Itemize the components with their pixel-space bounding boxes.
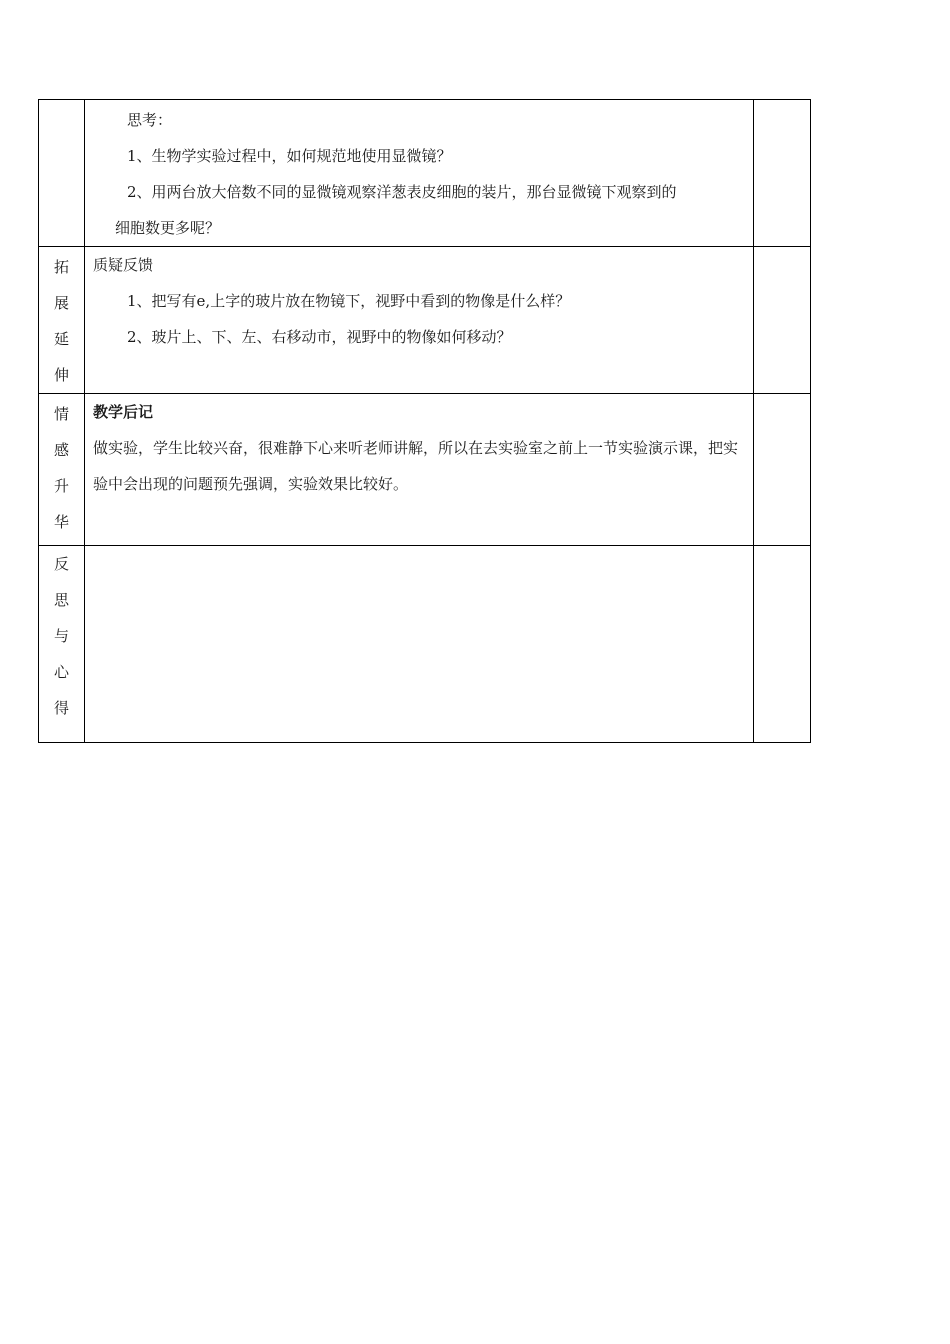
feedback-item-2: 2、玻片上、下、左、右移动市，视野中的物像如何移动？ <box>127 328 512 346</box>
notes-cell <box>754 100 811 247</box>
thinking-heading: 思考： <box>127 111 173 129</box>
side-char: 展 <box>53 294 69 312</box>
side-char: 心 <box>53 663 69 681</box>
thinking-item-2: 2、用两台放大倍数不同的显微镜观察洋葱表皮细胞的装片，那台显微镜下观察到的 <box>127 183 677 201</box>
lesson-plan-sheet <box>38 99 810 743</box>
side-char: 与 <box>53 627 69 645</box>
side-char: 情 <box>53 405 69 423</box>
side-char: 反 <box>53 555 69 573</box>
content-cell-extension <box>85 247 754 394</box>
teaching-notes-heading: 教学后记 <box>93 403 154 421</box>
side-char: 伸 <box>53 366 69 384</box>
teaching-notes-paragraph: 做实验，学生比较兴奋，很难静下心来听老师讲解，所以在去实验室之前上一节实验演示课，把实验中会出现的问题预先强调，实验效果比较好。 <box>93 439 739 493</box>
side-label-extension <box>39 247 85 394</box>
side-char: 华 <box>53 513 69 531</box>
table-row-reflection <box>39 546 811 743</box>
content-cell-thinking <box>85 100 754 247</box>
thinking-item-1: 1、生物学实验过程中，如何规范地使用显微镜？ <box>127 147 452 165</box>
side-char: 拓 <box>53 258 69 276</box>
content-cell-sublimation <box>85 394 754 546</box>
side-char: 思 <box>53 591 69 609</box>
feedback-heading: 质疑反馈 <box>93 256 154 274</box>
table-row-sublimation <box>39 394 811 546</box>
thinking-item-2-continued: 细胞数更多呢？ <box>115 219 221 237</box>
side-label-cell <box>39 100 85 247</box>
side-char: 感 <box>53 441 69 459</box>
notes-cell <box>754 546 811 743</box>
side-label-reflection <box>39 546 85 743</box>
table-row-extension <box>39 247 811 394</box>
side-char: 升 <box>53 477 69 495</box>
notes-cell <box>754 247 811 394</box>
table-row-thinking <box>39 100 811 247</box>
notes-cell <box>754 394 811 546</box>
feedback-item-1: 1、把写有e,上字的玻片放在物镜下，视野中看到的物像是什么样？ <box>127 292 571 310</box>
lesson-plan-table <box>38 99 811 743</box>
content-cell-reflection <box>85 546 754 743</box>
side-char: 延 <box>53 330 69 348</box>
side-label-sublimation <box>39 394 85 546</box>
side-char: 得 <box>53 699 69 717</box>
